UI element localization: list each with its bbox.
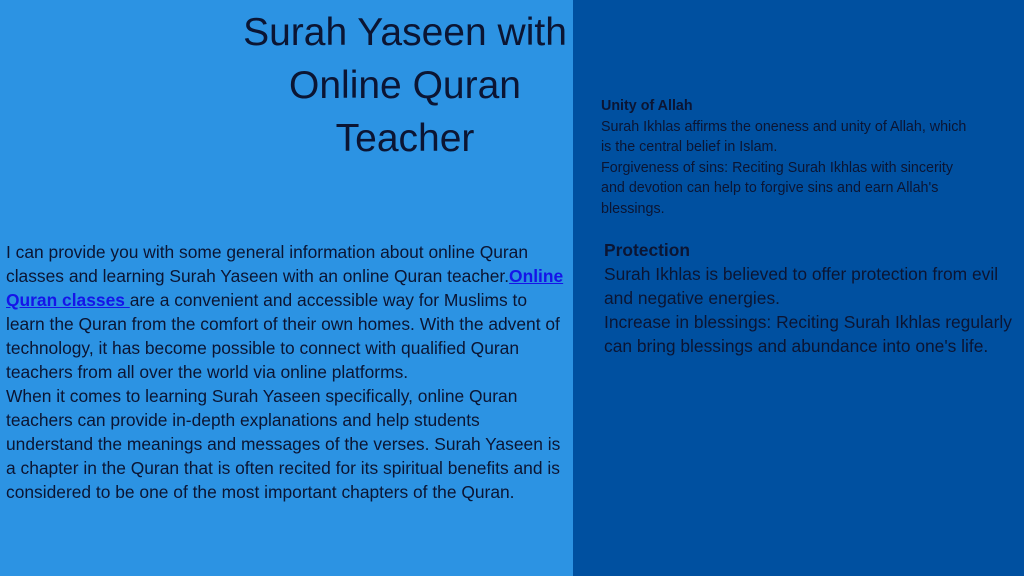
intro-continuation: are a convenient and accessible way for Muslims to learn the Quran from the comfort of their own homes. With the advent of technology, it has become possible to connect with qualified Quran teachers from all over the world via online platforms. (6, 290, 560, 382)
forgiveness-text: Forgiveness of sins: Reciting Surah Ikhlas with sincerity and devotion can help to forgive sins and earn Allah's blessings. (601, 159, 954, 217)
protection-heading: Protection (604, 240, 690, 260)
intro-text: I can provide you with some general information about online Quran classes and learning Surah Yaseen with an online Quran teacher. (6, 242, 529, 286)
online-quran-classes-link[interactable]: Online Quran classes (6, 266, 564, 310)
surah-yaseen-paragraph: When it comes to learning Surah Yaseen specifically, online Quran teachers can provide in-depth explanations and help students understand the meanings and messages of the verses. Surah Yaseen is a chapter in the Quran that is often recited for its spiritual benefits and is considered to be one of the most important chapters of the Quran. (6, 386, 561, 502)
slide-title: Surah Yaseen with Online Quran Teacher (243, 11, 567, 160)
protection-text: Surah Ikhlas is believed to offer protection from evil and negative energies. (604, 264, 999, 308)
blessings-text: Increase in blessings: Reciting Surah Ikhlas regularly can bring blessings and abundance into one's life. (604, 312, 1012, 356)
unity-section (601, 96, 971, 219)
unity-text: Surah Ikhlas affirms the oneness and unity of Allah, which is the central belief in Islam. (601, 118, 967, 155)
intro-body (6, 240, 568, 504)
unity-heading: Unity of Allah (601, 98, 693, 114)
protection-section (604, 238, 1016, 358)
